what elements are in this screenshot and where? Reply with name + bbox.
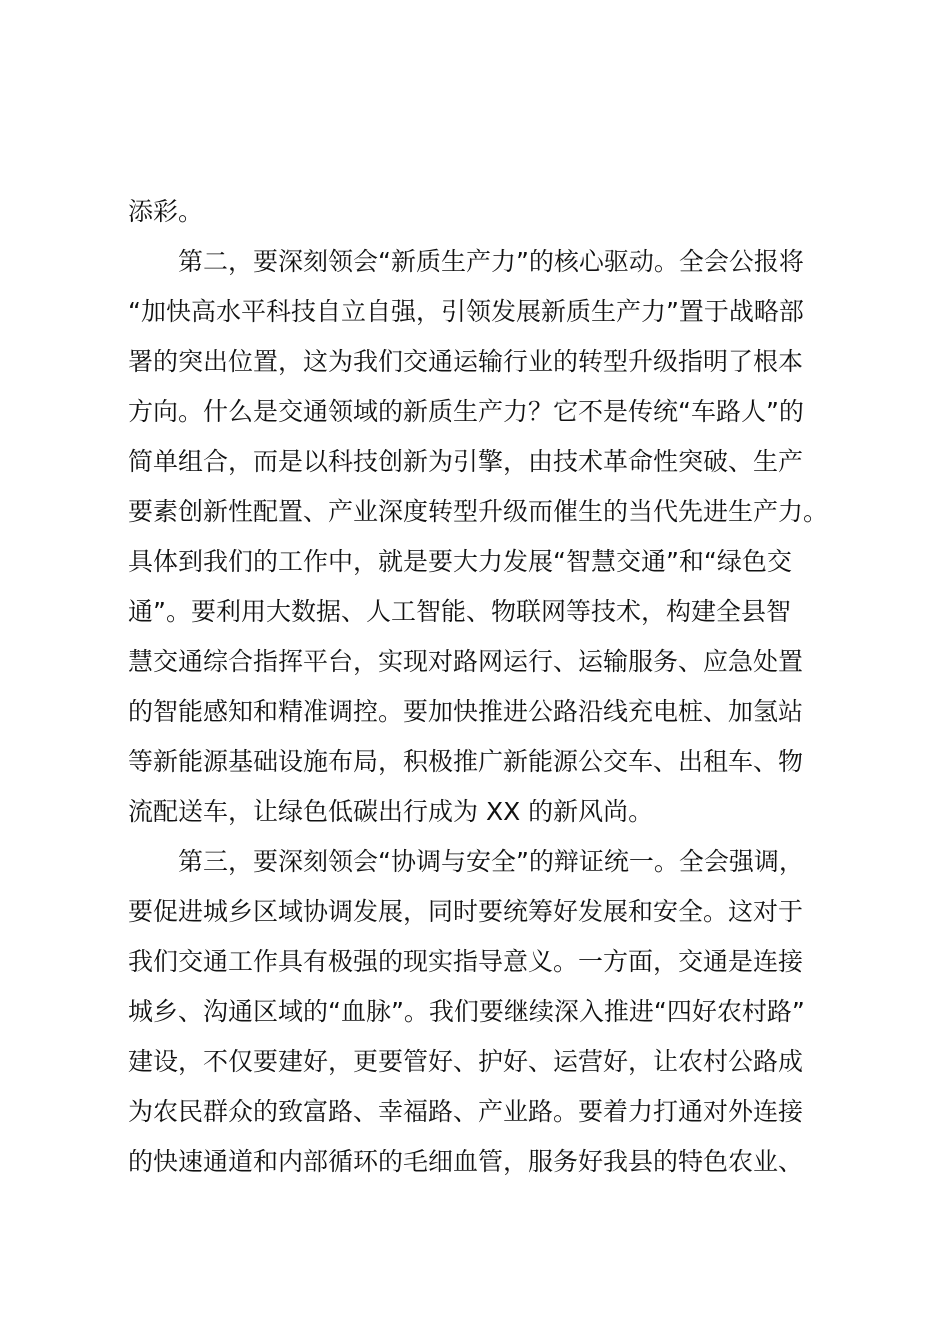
text-line-13: 流配送车，让绿色低碳出行成为 XX 的新风尚。	[128, 797, 654, 826]
text-line-6: 简单组合，而是以科技创新为引擎，由技术革命性突破、生产	[128, 447, 804, 476]
paragraph-2-start: 第二，要深刻领会“新质生产力”的核心驱动。全会公报将	[178, 247, 804, 276]
text-line-17: 城乡、沟通区域的“血脉”。我们要继续深入推进“四好农村路”	[128, 997, 805, 1026]
text-line-20: 的快速通道和内部循环的毛细血管，服务好我县的特色农业、	[128, 1147, 804, 1176]
text-line-5: 方向。什么是交通领域的新质生产力？它不是传统“车路人”的	[128, 397, 804, 426]
text-line-10: 慧交通综合指挥平台，实现对路网运行、运输服务、应急处置	[128, 647, 804, 676]
text-line-4: 署的突出位置，这为我们交通运输行业的转型升级指明了根本	[128, 347, 804, 376]
paragraph-3-start: 第三，要深刻领会“协调与安全”的辩证统一。全会强调，	[178, 847, 804, 876]
text-line-11: 的智能感知和精准调控。要加快推进公路沿线充电桩、加氢站	[128, 697, 804, 726]
text-line-1: 添彩。	[128, 197, 204, 226]
text-line-15: 要促进城乡区域协调发展，同时要统筹好发展和安全。这对于	[128, 897, 804, 926]
text-line-8: 具体到我们的工作中，就是要大力发展“智慧交通”和“绿色交	[128, 547, 792, 576]
text-line-7: 要素创新性配置、产业深度转型升级而催生的当代先进生产力。	[128, 497, 829, 526]
text-line-12: 等新能源基础设施布局，积极推广新能源公交车、出租车、物	[128, 747, 804, 776]
text-line-19: 为农民群众的致富路、幸福路、产业路。要着力打通对外连接	[128, 1097, 804, 1126]
text-line-3: “加快高水平科技自立自强，引领发展新质生产力”置于战略部	[128, 297, 804, 326]
text-line-9: 通”。要利用大数据、人工智能、物联网等技术，构建全县智	[128, 597, 791, 626]
text-line-16: 我们交通工作具有极强的现实指导意义。一方面，交通是连接	[128, 947, 804, 976]
text-line-18: 建设，不仅要建好，更要管好、护好、运营好，让农村公路成	[128, 1047, 804, 1076]
